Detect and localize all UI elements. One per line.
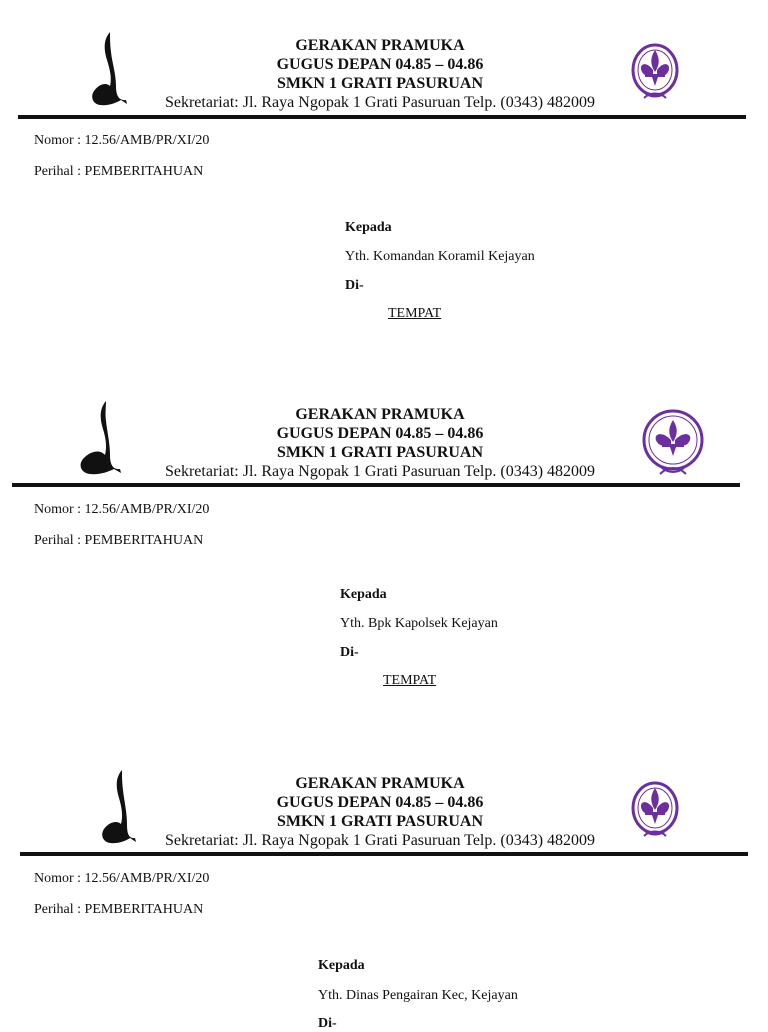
kepada-label: Kepada bbox=[345, 220, 392, 235]
letter-number: Nomor : 12.56/AMB/PR/XI/20 bbox=[34, 871, 210, 886]
kop-divider bbox=[20, 852, 748, 856]
tempat-label: TEMPAT bbox=[388, 306, 442, 321]
letter-subject: Perihal : PEMBERITAHUAN bbox=[34, 902, 204, 917]
kepada-label: Kepada bbox=[340, 587, 387, 602]
di-label: Di- bbox=[318, 1016, 337, 1031]
kop-address: Sekretariat: Jl. Raya Ngopak 1 Grati Pasuruan Telp. (0343) 482009 bbox=[164, 463, 596, 480]
kop-line-2: GUGUS DEPAN 04.85 – 04.86 bbox=[276, 794, 484, 811]
kop-line-1: GERAKAN PRAMUKA bbox=[295, 37, 465, 54]
kop-line-3: SMKN 1 GRATI PASURUAN bbox=[276, 444, 484, 461]
world-scout-emblem-icon bbox=[630, 778, 680, 848]
letter-subject: Perihal : PEMBERITAHUAN bbox=[34, 164, 204, 179]
kop-line-3: SMKN 1 GRATI PASURUAN bbox=[276, 75, 484, 92]
kop-line-1: GERAKAN PRAMUKA bbox=[295, 775, 465, 792]
letter-subject: Perihal : PEMBERITAHUAN bbox=[34, 533, 204, 548]
kop-address: Sekretariat: Jl. Raya Ngopak 1 Grati Pasuruan Telp. (0343) 482009 bbox=[164, 94, 596, 111]
di-label: Di- bbox=[340, 645, 359, 660]
di-label: Di- bbox=[345, 278, 364, 293]
recipient: Yth. Dinas Pengairan Kec, Kejayan bbox=[318, 988, 518, 1003]
letter-number: Nomor : 12.56/AMB/PR/XI/20 bbox=[34, 502, 210, 517]
recipient: Yth. Bpk Kapolsek Kejayan bbox=[340, 616, 498, 631]
kop-line-2: GUGUS DEPAN 04.85 – 04.86 bbox=[276, 56, 484, 73]
kop-address: Sekretariat: Jl. Raya Ngopak 1 Grati Pasuruan Telp. (0343) 482009 bbox=[164, 832, 596, 849]
letter-number: Nomor : 12.56/AMB/PR/XI/20 bbox=[34, 133, 210, 148]
kop-line-1: GERAKAN PRAMUKA bbox=[295, 406, 465, 423]
kop-line-2: GUGUS DEPAN 04.85 – 04.86 bbox=[276, 425, 484, 442]
world-scout-emblem-icon bbox=[638, 408, 708, 478]
kop-divider bbox=[12, 483, 740, 487]
kepada-label: Kepada bbox=[318, 958, 365, 973]
recipient: Yth. Komandan Koramil Kejayan bbox=[345, 249, 535, 264]
tunas-kelapa-icon bbox=[76, 399, 124, 477]
kop-line-3: SMKN 1 GRATI PASURUAN bbox=[276, 813, 484, 830]
tempat-label: TEMPAT bbox=[383, 673, 437, 688]
